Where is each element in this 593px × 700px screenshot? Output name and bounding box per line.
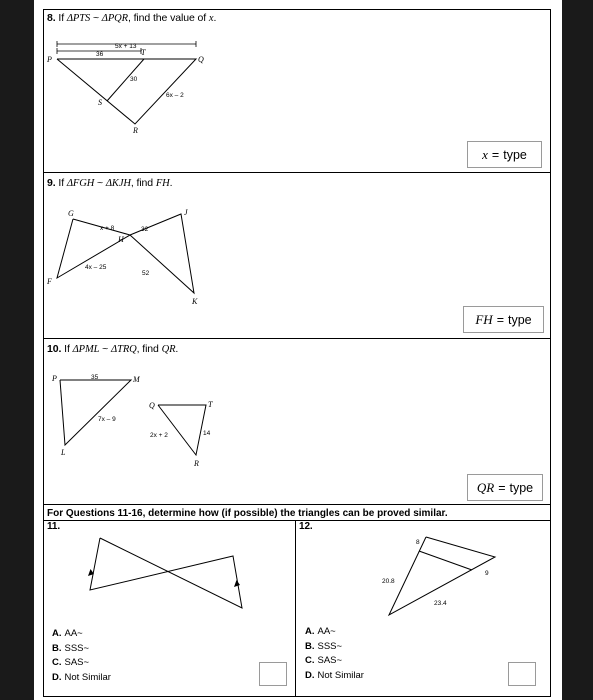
q8-measure-ts: 30 [130,76,138,83]
q9-label-g: G [68,209,74,218]
q9-measure-jh: 32 [141,226,149,233]
q9-answer-box[interactable] [463,306,544,333]
q9-answer-eq: = [496,312,504,327]
divider-q9-q10 [43,338,551,339]
q11-choice-b[interactable]: B. SSS~ [52,642,90,654]
divider-q8-q9 [43,172,551,173]
q8-label-t: T [141,48,146,57]
q10-label-l: L [61,448,66,457]
q12-measure-left: 20.8 [382,578,395,585]
worksheet-page [34,0,562,700]
q10-measure-pm: 35 [91,374,99,381]
q8-title: 8. If ΔPTS ~ ΔPQR, find the value of x. [47,12,217,24]
q9-measure-gh: x + 8 [100,225,115,232]
q10-answer-eq: = [498,480,506,495]
q12-choice-c[interactable]: C. SAS~ [305,655,343,666]
q8-answer-value[interactable]: type [503,147,527,162]
q12-diagram [375,525,505,620]
q10-label-q: Q [149,401,155,410]
q10-measure-ml: 7x – 9 [98,416,116,423]
q8-measure-qr: 6x – 2 [166,92,184,99]
q9-diagram [43,205,243,310]
q11-diagram [43,525,293,615]
q9-label-j: J [184,208,188,217]
q12-measure-bottom: 23.4 [434,600,447,607]
q10-measure-qr: 2x + 2 [150,432,168,439]
section-heading: For Questions 11-16, determine how (if possible) the triangles can be proved similar. [47,508,448,519]
q12-measure-top: 8 [416,539,420,546]
divider-section-head [43,520,551,521]
q8-measure-pt: 36 [96,51,104,58]
q11-choice-a[interactable]: A. AA~ [52,628,83,639]
q8-answer-var: x [482,146,488,162]
q12-choice-d[interactable]: D. Not Similar [305,669,364,681]
q10-answer-value[interactable]: type [509,480,534,495]
q12-choice-a[interactable]: A. AA~ [305,626,336,637]
q12-number: 12. [299,521,313,532]
q11-number: 11. [47,521,61,532]
q12-measure-right: 9 [485,570,489,577]
q10-label-r: R [194,459,199,468]
q10-label-m: M [133,375,140,384]
q11-answer-box[interactable] [259,662,287,686]
q8-answer-box[interactable] [467,141,542,168]
q9-measure-hk: 52 [142,270,150,277]
q12-choice-b[interactable]: B. SSS~ [305,640,343,652]
q10-label-t: T [208,400,213,409]
divider-q10-section [43,504,551,505]
q9-answer-value[interactable]: type [508,312,532,327]
q11-choice-d[interactable]: D. Not Similar [52,671,111,683]
divider-q11-q12 [295,520,296,697]
q10-diagram [43,370,233,480]
q9-measure-fh: 4x – 25 [85,264,107,271]
q11-choices [52,627,111,685]
q11-choice-c[interactable]: C. SAS~ [52,657,90,668]
q8-label-r: R [133,126,138,135]
q9-label-f: F [47,277,52,286]
q8-diagram [43,30,243,140]
q12-answer-box[interactable] [508,662,536,686]
q9-label-h: H [118,235,124,244]
q10-measure-tr: 14 [203,430,211,437]
q12-choices [305,625,364,683]
q8-label-s: S [98,98,102,107]
q8-answer-eq: = [491,147,500,162]
q10-answer-box[interactable] [467,474,543,501]
q10-title: 10. If ΔPML ~ ΔTRQ, find QR. [47,343,179,355]
q9-label-k: K [192,297,198,306]
q9-title: 9. If ΔFGH ~ ΔKJH, find FH. [47,177,173,189]
q10-label-p: P [52,374,57,383]
q9-answer-var: FH [475,311,493,327]
q8-measure-pq: 5x + 13 [115,43,137,50]
q8-label-p: P [47,55,52,64]
q10-answer-var: QR [476,479,495,495]
q8-label-q: Q [198,55,204,64]
